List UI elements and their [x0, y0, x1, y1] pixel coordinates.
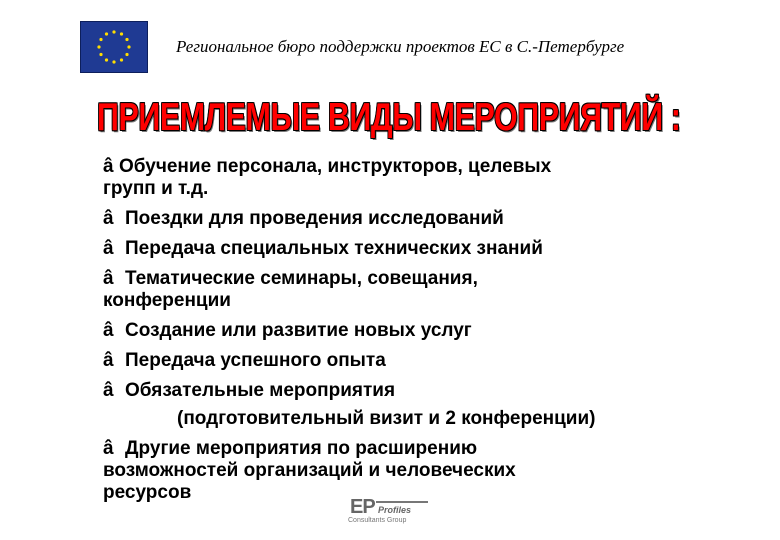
- logo-bar: [376, 501, 428, 503]
- item-text: Поездки для проведения исследований: [125, 208, 504, 229]
- arrow-down-icon: â: [103, 320, 114, 341]
- arrow-down-icon: â: [103, 268, 114, 289]
- list-item: [103, 350, 743, 372]
- item-text: Обязательные мероприятия: [125, 380, 396, 401]
- item-subnote: (подготовительный визит и 2 конференции): [177, 408, 596, 429]
- list-item: [103, 320, 743, 342]
- arrow-down-icon: â: [103, 208, 114, 229]
- logo-mark: EP: [350, 496, 375, 518]
- list-item: [103, 156, 743, 200]
- logo-subtitle: Consultants Group: [348, 517, 407, 524]
- company-logo: [348, 498, 430, 528]
- arrow-down-icon: â: [103, 380, 114, 401]
- list-item: [103, 268, 743, 312]
- item-text: Передача специальных технических знаний: [125, 238, 543, 259]
- eu-stars-icon: [81, 22, 147, 72]
- item-text: Обучение персонала, инструкторов, целевых: [119, 156, 552, 177]
- list-item: [103, 380, 743, 402]
- activities-list: [103, 156, 743, 512]
- item-text: Другие мероприятия по расширению: [125, 438, 478, 459]
- item-text: групп и т.д.: [103, 178, 209, 199]
- arrow-down-icon: â: [103, 156, 114, 177]
- list-item: [103, 438, 743, 504]
- item-text: Тематические семинары, совещания,: [125, 268, 478, 289]
- list-item: [103, 238, 743, 260]
- header-title: Региональное бюро поддержки проектов ЕС в С.-Петербурге: [176, 37, 625, 56]
- page-title: ПРИЕМЛЕМЫЕ ВИДЫ МЕРОПРИЯТИЙ :: [97, 96, 681, 139]
- arrow-down-icon: â: [103, 438, 114, 459]
- item-text: ресурсов: [103, 482, 192, 503]
- item-text: Создание или развитие новых услуг: [125, 320, 472, 341]
- item-text: конференции: [103, 290, 231, 311]
- arrow-down-icon: â: [103, 350, 114, 371]
- eu-flag-icon: [80, 21, 148, 73]
- arrow-down-icon: â: [103, 238, 114, 259]
- item-text: возможностей организаций и человеческих: [103, 460, 516, 481]
- list-item: [103, 208, 743, 230]
- item-text: Передача успешного опыта: [125, 350, 386, 371]
- logo-name: Profiles: [378, 505, 412, 515]
